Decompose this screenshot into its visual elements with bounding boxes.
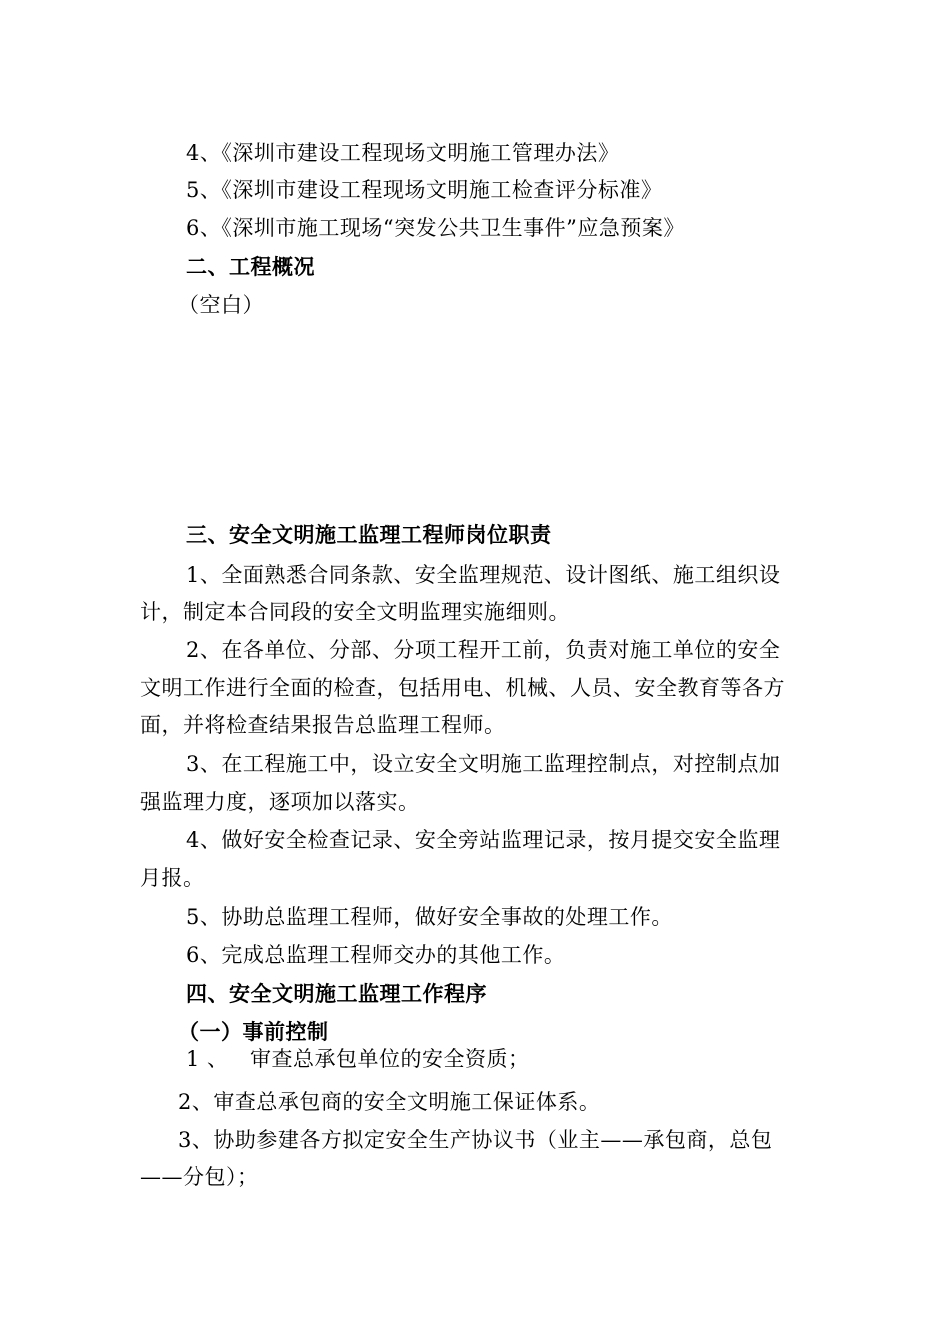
duty-3-line-2: 强监理力度，逐项加以落实。 [140, 790, 420, 814]
pre-control-item-1: 1 、 审查总承包单位的安全资质； [186, 1047, 530, 1071]
section-heading-duties: 三、安全文明施工监理工程师岗位职责 [186, 523, 552, 547]
subsection-heading-pre-control: （一）事前控制 [178, 1020, 329, 1044]
regulation-item-5: 5、《深圳市建设工程现场文明施工检查评分标准》 [186, 178, 663, 202]
pre-control-item-2: 2、审查总承包商的安全文明施工保证体系。 [178, 1090, 601, 1114]
duty-2-line-1: 2、在各单位、分部、分项工程开工前，负责对施工单位的安全 [186, 638, 781, 662]
section-heading-overview: 二、工程概况 [186, 255, 315, 279]
duty-2-line-2: 文明工作进行全面的检查，包括用电、机械、人员、安全教育等各方 [140, 676, 785, 700]
section-heading-procedure: 四、安全文明施工监理工作程序 [186, 982, 487, 1006]
duty-1-line-2: 计，制定本合同段的安全文明监理实施细则。 [140, 600, 570, 624]
regulation-item-6: 6、《深圳市施工现场“突发公共卫生事件”应急预案》 [186, 216, 685, 240]
duty-1-line-1: 1、全面熟悉合同条款、安全监理规范、设计图纸、施工组织设 [186, 563, 781, 587]
overview-content: （空白） [178, 293, 264, 317]
duty-4-line-1: 4、做好安全检查记录、安全旁站监理记录，按月提交安全监理 [186, 828, 781, 852]
duty-2-line-3: 面，并将检查结果报告总监理工程师。 [140, 713, 506, 737]
duty-4-line-2: 月报。 [140, 866, 205, 890]
duty-6: 6、完成总监理工程师交办的其他工作。 [186, 943, 566, 967]
regulation-item-4: 4、《深圳市建设工程现场文明施工管理办法》 [186, 141, 620, 165]
duty-5: 5、协助总监理工程师，做好安全事故的处理工作。 [186, 905, 673, 929]
duty-3-line-1: 3、在工程施工中，设立安全文明施工监理控制点，对控制点加 [186, 752, 781, 776]
pre-control-item-3-line-1: 3、协助参建各方拟定安全生产协议书（业主——承包商，总包 [178, 1128, 773, 1152]
pre-control-item-3-line-2: ——分包）； [140, 1165, 259, 1189]
